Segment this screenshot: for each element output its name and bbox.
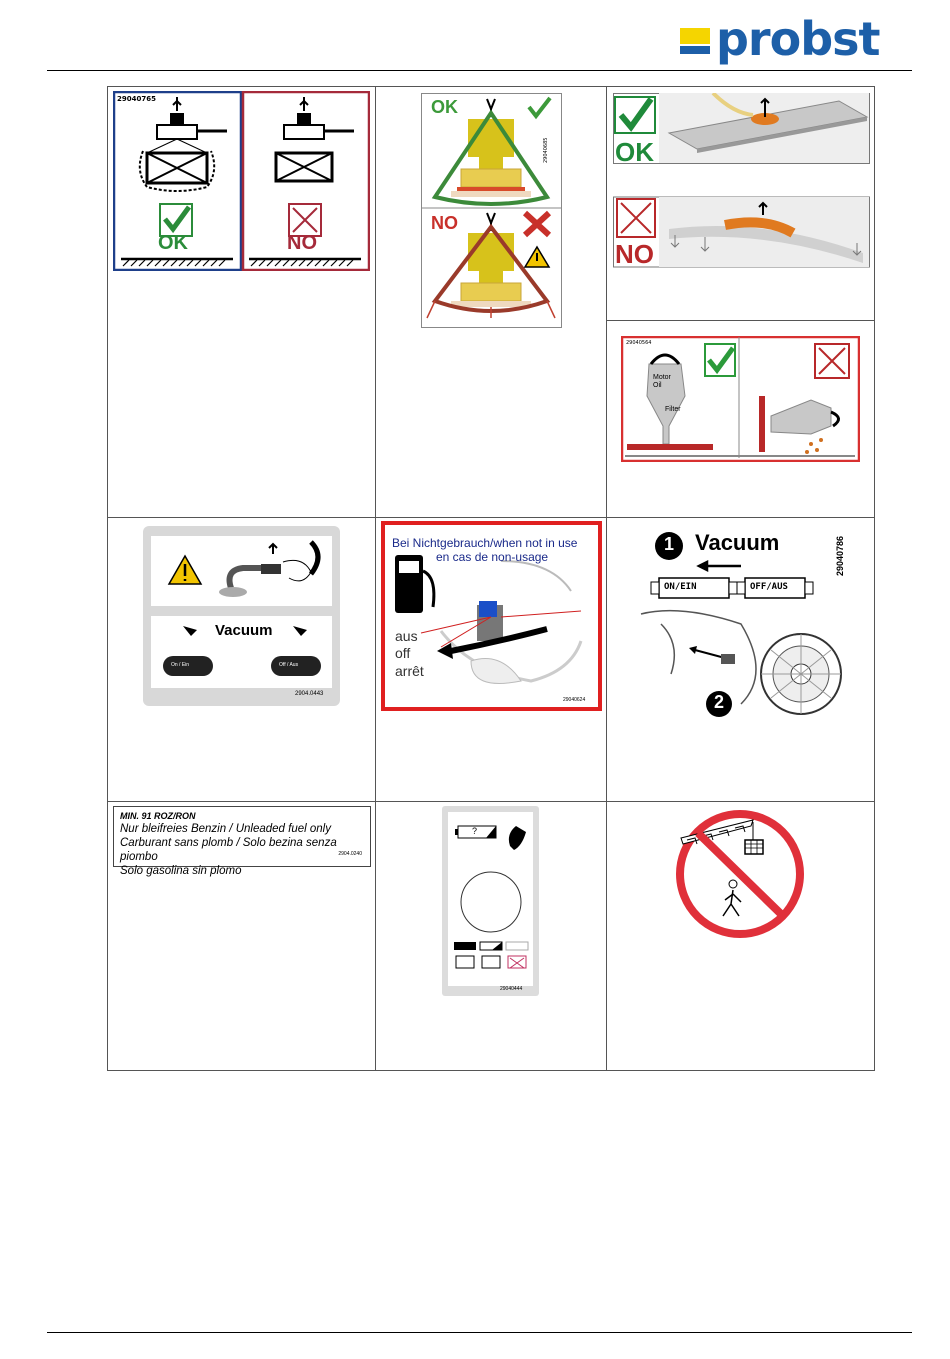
table-divider [375,86,376,1071]
load-panel-label [613,93,870,268]
step-2: 2 [714,692,725,712]
no-text: NO [431,213,458,233]
fuel-line-1: Nur bleifreies Benzin / Unleaded fuel only [120,823,331,835]
fuel-notice-label [113,806,371,877]
filter-text: Filter [665,406,681,413]
label-code: 2904.0443 [295,691,324,697]
fuel-heading: MIN. 91 ROZ/RON [120,811,196,821]
no-text: NO [287,232,317,254]
vacuum-text: Vacuum [695,530,780,555]
table-divider [107,801,875,802]
table-divider [606,320,875,321]
label-code: 29040444 [500,986,523,992]
battery-gauge-label [442,806,539,996]
fuel-line-3: Solo gasolina sin plomo [120,865,242,877]
off-text: Off / Aus [279,662,299,668]
label-code: 2904.0240 [338,851,362,857]
motor-oil-text: Motor Oil [653,374,671,389]
notice-line-1: Bei Nichtgebrauch/when not in use [392,536,578,550]
probst-logo [680,12,910,66]
on-text: ON/EIN [664,582,697,592]
off-text: off [395,645,411,661]
notice-line-2: en cas de non-usage [436,550,549,564]
lifting-device-label [421,93,562,328]
footer-rule [47,1332,912,1333]
ok-text: OK [158,232,188,254]
fuel-valve-label [381,521,602,711]
aus-text: aus [395,628,418,644]
sling-label [113,91,370,271]
ok-text: OK [431,97,458,117]
logo-text: probst [716,12,880,66]
no-text: NO [615,239,654,269]
label-code: 29040786 [835,535,845,576]
table-divider [606,86,607,1071]
label-code: 29040685 [543,137,549,163]
vacuum-text: Vacuum [215,622,273,639]
arret-text: arrêt [395,663,424,679]
fuel-line-2: Carburant sans plomb / Solo bezina senza piombo [120,837,337,863]
on-text: On / Ein [171,662,190,668]
off-text: OFF/AUS [750,582,788,592]
ok-text: OK [615,137,654,167]
logo-blue-bar [680,46,710,54]
vacuum-switch-label [143,526,340,706]
no-standing-under-load-sign [673,808,807,940]
question-mark: ? [472,826,478,836]
header-rule [47,70,912,71]
logo-yellow-bar [680,28,710,44]
label-code: 29040765 [117,95,156,103]
table-divider [107,517,875,518]
motor-oil-label [621,336,860,462]
step-1: 1 [664,534,675,554]
label-code: 29040564 [626,340,652,346]
label-code: 29040624 [563,697,586,703]
engine-vacuum-label [621,524,867,720]
